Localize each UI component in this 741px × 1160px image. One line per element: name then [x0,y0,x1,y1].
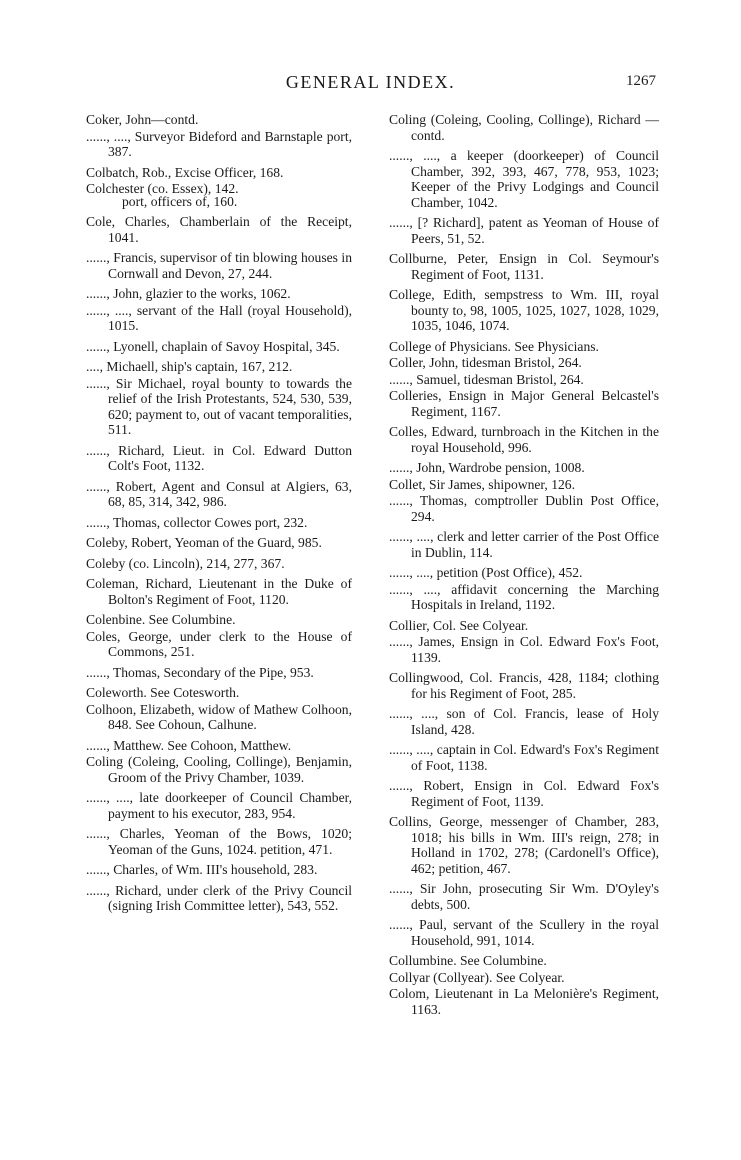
index-entry: ......, Matthew. See Cohoon, Matthew. [86,737,292,753]
index-entry: Cole, Charles, Chamberlain of the Receipt, 1041. [86,214,352,245]
index-entry: Colenbine. See Columbine. [86,612,236,627]
index-entry: Colles, Edward, turnbroach in the Kitchen in the royal Household, 996. [389,424,659,455]
index-entry: ......, ...., a keeper (doorkeeper) of Council Chamber, 392, 393, 467, 778, 953, 1023; Keeper of the Privy Lodgings and Council Chamber, 1042. [389,148,659,210]
index-column-left [86,112,352,919]
index-entry: ......, Francis, supervisor of tin blowing houses in Cornwall and Devon, 27, 244. [86,250,352,281]
index-entry: ......, Charles, of Wm. III's household, 283. [86,862,318,877]
index-entry: Collet, Sir James, shipowner, 126. [389,476,575,492]
index-entry: ......, ...., captain in Col. Edward's Fox's Regiment of Foot, 1138. [389,742,659,773]
index-entry: Coleman, Richard, Lieutenant in the Duke of Bolton's Regiment of Foot, 1120. [86,576,352,607]
page-title: GENERAL INDEX. [285,72,456,92]
index-entry: Collumbine. See Columbine. [389,953,547,968]
index-entry: ......, ...., Surveyor Bideford and Barnstaple port, 387. [86,128,352,159]
index-entry: ......, Richard, under clerk of the Privy Council (signing Irish Committee letter), 543, 552. [86,882,352,913]
index-entry: ......, Robert, Ensign in Col. Edward Fox's Regiment of Foot, 1139. [389,778,659,809]
index-entry: ......, ...., affidavit concerning the Marching Hospitals in Ireland, 1192. [389,581,659,612]
index-entry: ......, ...., son of Col. Francis, lease of Holy Island, 428. [389,706,659,737]
index-entry: ...., Michaell, ship's captain, 167, 212. [86,359,293,374]
index-entry: Colom, Lieutenant in La Melonière's Regiment, 1163. [389,986,659,1017]
index-entry: ......, ...., clerk and letter carrier of the Post Office in Dublin, 114. [389,529,659,560]
index-entry: Coleby, Robert, Yeoman of the Guard, 985. [86,535,322,550]
index-entry: ......, Richard, Lieut. in Col. Edward Dutton Colt's Foot, 1132. [86,442,352,473]
index-entry: Coling (Coleing, Cooling, Collinge), Benjamin, Groom of the Privy Chamber, 1039. [86,754,352,785]
index-entry: Colhoon, Elizabeth, widow of Mathew Colhoon, 848. See Cohoun, Calhune. [86,701,352,732]
index-entry: Collburne, Peter, Ensign in Col. Seymour's Regiment of Foot, 1131. [389,251,659,282]
index-entry: ......, Thomas, Secondary of the Pipe, 953. [86,664,314,680]
index-entry: ......, Thomas, collector Cowes port, 232. [86,514,308,530]
index-entry: ......, James, Ensign in Col. Edward Fox's Foot, 1139. [389,634,659,665]
index-entry: Collyar (Collyear). See Colyear. [389,969,565,985]
index-entry: ......, ...., petition (Post Office), 452. [389,565,583,580]
index-entry: ......, ...., late doorkeeper of Council Chamber, payment to his executor, 283, 954. [86,790,352,821]
index-entry: port, officers of, 160. [122,193,238,209]
index-entry: Collins, George, messenger of Chamber, 283, 1018; his bills in Wm. III's reign, 278; in Holland in 1702, 278; (Cardonell's Office), 462; petition, 467. [389,814,659,876]
index-entry: ......, John, glazier to the works, 1062. [86,286,291,301]
index-entry: ......, Sir Michael, royal bounty to towards the relief of the Irish Protestants, 524, 530, 539, 620; payment to, out of vacant temporalities, 511. [86,375,352,437]
index-entry: College, Edith, sempstress to Wm. III, royal bounty to, 98, 1005, 1025, 1027, 1028, 1029, 1035, 1046, 1074. [389,287,659,333]
index-entry: Coles, George, under clerk to the House of Commons, 251. [86,628,352,659]
index-entry: ......, [? Richard], patent as Yeoman of House of Peers, 51, 52. [389,215,659,246]
index-entry: Coling (Coleing, Cooling, Collinge), Richard —contd. [389,112,659,143]
index-entry: College of Physicians. See Physicians. [389,338,599,354]
index-entry: ......, Thomas, comptroller Dublin Post Office, 294. [389,493,659,524]
index-entry: Colleries, Ensign in Major General Belcastel's Regiment, 1167. [389,388,659,419]
index-entry: Coleworth. See Cotesworth. [86,685,240,700]
index-entry: Coleby (co. Lincoln), 214, 277, 367. [86,555,285,571]
index-entry: ......, Charles, Yeoman of the Bows, 1020; Yeoman of the Guns, 1024. petition, 471. [86,826,352,857]
index-entry: ......, Sir John, prosecuting Sir Wm. D'Oyley's debts, 500. [389,881,659,912]
index-entry: ......, John, Wardrobe pension, 1008. [389,460,585,475]
index-entry: ......, ...., servant of the Hall (royal Household), 1015. [86,302,352,333]
index-entry: Coller, John, tidesman Bristol, 264. [389,355,582,370]
index-entry: Colbatch, Rob., Excise Officer, 168. [86,164,284,180]
page-header [0,72,741,96]
index-entry: ......, Samuel, tidesman Bristol, 264. [389,371,584,387]
index-entry: ......, Lyonell, chaplain of Savoy Hospital, 345. [86,338,340,354]
index-entry: ......, Paul, servant of the Scullery in the royal Household, 991, 1014. [389,917,659,948]
index-entry: Collingwood, Col. Francis, 428, 1184; clothing for his Regiment of Foot, 285. [389,670,659,701]
index-entry: ......, Robert, Agent and Consul at Algiers, 63, 68, 85, 314, 342, 986. [86,478,352,509]
index-column-right [389,112,659,1022]
index-entry: Coker, John—contd. [86,112,199,127]
index-entry: Collier, Col. See Colyear. [389,617,529,633]
index-entry: Colchester (co. Essex), 142. [86,181,239,196]
page-number: 1267 [626,73,656,89]
